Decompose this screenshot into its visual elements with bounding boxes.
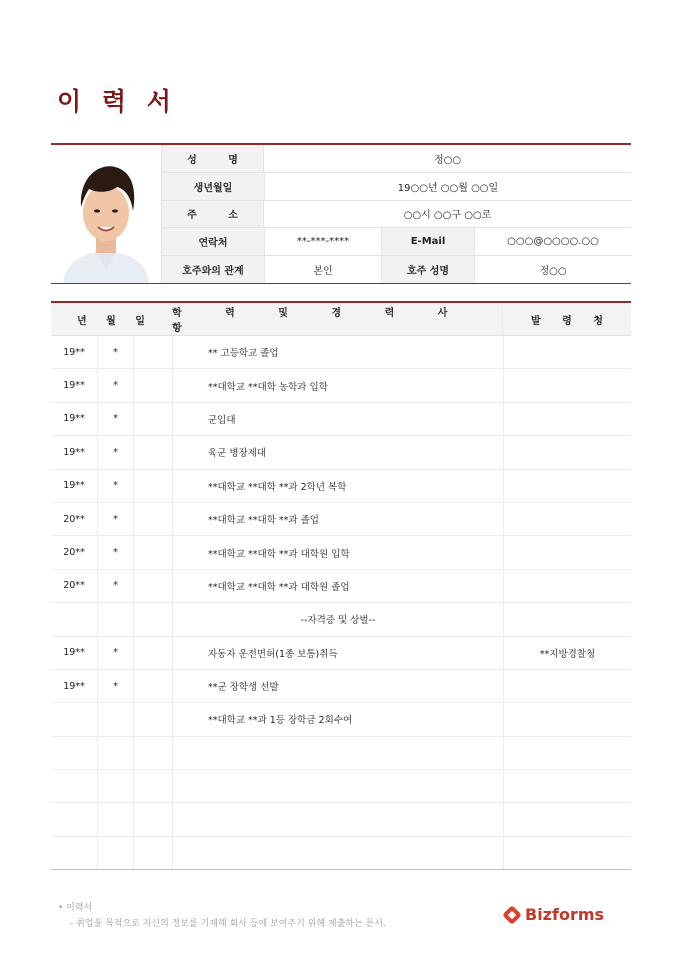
day-cell [134,837,172,869]
month-cell [98,703,134,735]
day-cell [134,803,172,835]
issuer-cell [504,403,631,435]
issuer-cell [504,670,631,702]
footer-description: - 취업을 목적으로 자신의 정보를 기재해 회사 등에 보여주기 위해 제출하는 문서. [70,919,386,929]
household-head-label: 호주 성명 [382,256,475,283]
birth-value: 19○○년 ○○월 ○○일 [397,182,499,194]
year-cell: 20** [51,536,98,568]
year-cell: 19** [51,670,98,702]
year-cell [51,737,98,769]
info-row-name [162,145,631,173]
day-cell [134,503,172,535]
address-value: ○○시 ○○구 ○○로 [403,210,492,222]
issuer-cell [504,503,631,535]
table-row [51,737,631,770]
table-row [51,470,631,503]
date-cell [51,637,173,669]
month-cell: * [98,670,134,702]
description-cell: **대학교 **대학 **과 대학원 입학 [173,536,504,568]
month-cell [98,837,134,869]
issuer-cell [504,770,631,802]
table-row [51,770,631,803]
household-head-value: 정○○ [539,266,567,278]
footer-note [58,900,386,932]
month-cell [98,603,134,635]
year-cell [51,703,98,735]
description-cell: 육군 병장제대 [173,436,504,468]
header-description: 학 력 및 경 력 사 항 [172,303,503,335]
table-row [51,637,631,670]
month-cell: * [98,470,134,502]
month-cell: * [98,336,134,368]
day-cell [134,603,172,635]
issuer-cell [504,703,631,735]
year-cell: 19** [51,436,98,468]
header-issuer: 발 령 청 [531,315,612,327]
info-row-address [162,201,631,229]
issuer-cell [504,603,631,635]
month-cell: * [98,637,134,669]
document-title: 이 력 서 [57,87,177,116]
table-row [51,837,631,869]
month-cell [98,803,134,835]
date-cell [51,536,173,568]
name-value: 정○○ [433,154,462,166]
date-cell [51,336,173,368]
education-career-table [51,301,631,870]
description-cell [173,837,504,869]
issuer-cell [504,436,631,468]
month-cell: * [98,536,134,568]
table-header [51,303,631,336]
date-cell [51,470,173,502]
month-cell [98,770,134,802]
birth-label: 생년월일 [162,173,265,200]
month-cell: * [98,369,134,401]
description-cell: **대학교 **대학 **과 대학원 졸업 [173,570,504,602]
table-row [51,570,631,603]
year-cell: 19** [51,336,98,368]
day-cell [134,637,172,669]
description-cell [173,770,504,802]
description-cell: **대학교 **과 1등 장학금 2회수여 [173,703,504,735]
bizforms-logo-icon [503,906,521,924]
day-cell [134,703,172,735]
month-cell: * [98,403,134,435]
year-cell [51,770,98,802]
month-cell: * [98,570,134,602]
name-label: 성 명 [162,145,264,172]
year-cell: 20** [51,570,98,602]
month-cell: * [98,503,134,535]
date-cell [51,670,173,702]
table-row [51,536,631,569]
table-row [51,436,631,469]
contact-value: **-***-**** [265,228,382,255]
date-cell [51,436,173,468]
table-row [51,703,631,736]
day-cell [134,536,172,568]
issuer-cell: **지방경찰청 [539,648,596,660]
day-cell [134,670,172,702]
description-cell: ** 고등학교 졸업 [173,336,504,368]
info-row-contact [162,228,631,256]
day-cell [134,570,172,602]
date-cell [51,570,173,602]
day-cell [134,470,172,502]
year-cell [51,837,98,869]
table-row [51,503,631,536]
description-cell: 자동자 운전면허(1종 보통)취득 [173,637,504,669]
description-cell: --자격증 및 상벌-- [173,603,504,635]
bizforms-logo [503,905,604,924]
description-cell: **대학교 **대학 **과 졸업 [173,503,504,535]
table-row [51,403,631,436]
table-row [51,670,631,703]
relation-value: 본인 [265,256,382,283]
year-cell [51,803,98,835]
issuer-cell [504,570,631,602]
day-cell [134,369,172,401]
issuer-cell [504,369,631,401]
issuer-cell [504,536,631,568]
contact-label: 연락처 [162,228,265,255]
table-row [51,803,631,836]
personal-info-table [51,143,631,284]
brand-name: Bizforms [525,905,605,924]
year-cell [51,603,98,635]
date-cell [51,603,173,635]
year-cell: 19** [51,470,98,502]
date-cell [51,369,173,401]
day-cell [134,403,172,435]
info-row-relation [162,256,631,283]
year-cell: 19** [51,637,98,669]
year-cell: 19** [51,369,98,401]
issuer-cell [504,803,631,835]
date-cell [51,703,173,735]
relation-label: 호주와의 관계 [162,256,265,283]
year-cell: 19** [51,403,98,435]
day-cell [134,770,172,802]
date-cell [51,503,173,535]
footer-title: • 이력서 [58,900,386,916]
day-cell [134,737,172,769]
description-cell: **대학교 **대학 **과 2학년 복학 [173,470,504,502]
issuer-cell [504,737,631,769]
month-cell: * [98,436,134,468]
email-label: E-Mail [382,228,475,255]
description-cell: 군입대 [173,403,504,435]
date-cell [51,403,173,435]
description-cell: **군 장학생 선발 [173,670,504,702]
day-cell [134,436,172,468]
date-cell [51,737,173,769]
date-cell [51,803,173,835]
date-cell [51,770,173,802]
info-row-birth [162,173,631,201]
table-row [51,336,631,369]
address-label: 주 소 [162,201,264,228]
description-cell [173,737,504,769]
issuer-cell [504,837,631,869]
month-cell [98,737,134,769]
description-cell [173,803,504,835]
year-cell: 20** [51,503,98,535]
header-date: 년 월 일 [51,303,172,335]
day-cell [134,336,172,368]
profile-photo [51,145,162,283]
table-row [51,603,631,636]
date-cell [51,837,173,869]
table-row [51,369,631,402]
issuer-cell [504,336,631,368]
email-value: ○○○@○○○○.○○ [507,236,599,248]
description-cell: **대학교 **대학 농학과 입학 [173,369,504,401]
issuer-cell [504,470,631,502]
